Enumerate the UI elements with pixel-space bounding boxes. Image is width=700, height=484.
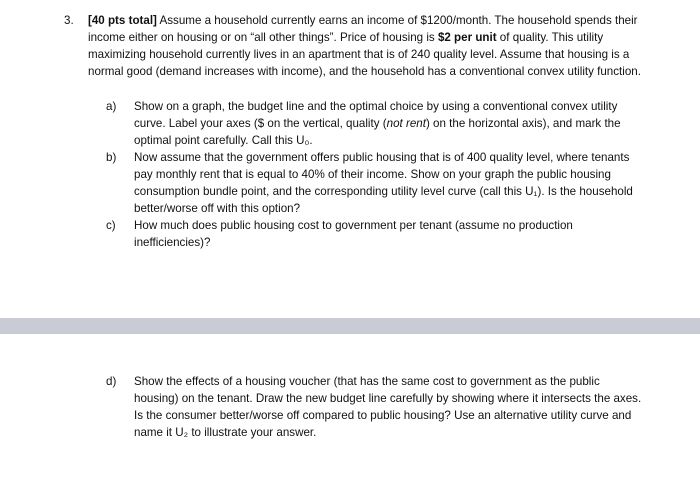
price-bold: $2 per unit — [437, 31, 497, 44]
part-c — [90, 217, 650, 251]
part-c-text: How much does public housing cost to government per tenant (assume no production inefficiencies)? — [134, 219, 573, 249]
part-b-text: Now assume that the government offers public housing that is of 400 quality level, where tenants pay monthly rent that is equal to 40% of their income. Show on your graph the public housing consumption bundle point, and the corresponding utility level curve (call this U₁). Is the household better/worse off with this option? — [134, 151, 633, 215]
part-b-label: b) — [106, 151, 117, 164]
part-c-label: c) — [106, 219, 116, 232]
intro-text-2: of quality. This utility maximizing household currently lives in an apartment that is of 240 quality level. Assume that housing is a normal good (demand increases with income), and the household has a conventional convex utility function. — [88, 31, 641, 78]
points-label: [40 pts total] — [88, 14, 157, 27]
subparts-list — [90, 98, 650, 251]
part-a-text-2: ) on the horizontal axis), and mark the optimal point carefully. Call this U₀. — [134, 117, 621, 147]
question-intro — [88, 12, 663, 80]
part-a-label: a) — [106, 100, 117, 113]
part-a-text — [116, 98, 650, 149]
part-d-label: d) — [106, 375, 117, 388]
question-number: 3. — [64, 14, 74, 27]
part-d — [106, 373, 646, 441]
part-b — [90, 149, 650, 217]
page-separator-bar — [0, 318, 700, 334]
intro-text-1: Assume a household currently earns an income of $1200/month. The household spends their income either on housing or on “all other things”. Price of housing is — [88, 14, 638, 44]
part-a-text-1: Show on a graph, the budget line and the optimal choice by using a conventional convex utility curve. Label your axes ($ on the vertical, quality ( — [134, 100, 618, 130]
part-d-text: Show the effects of a housing voucher (that has the same cost to government as the public housing) on the tenant. Draw the new budget line carefully by showing where it intersects the axes. Is the consumer better/worse off compared to public housing? Use an alternative utility curve and name it U₂ to illustrate your answer. — [134, 375, 642, 439]
part-a — [90, 98, 650, 149]
part-a-italic: not rent — [386, 117, 426, 130]
